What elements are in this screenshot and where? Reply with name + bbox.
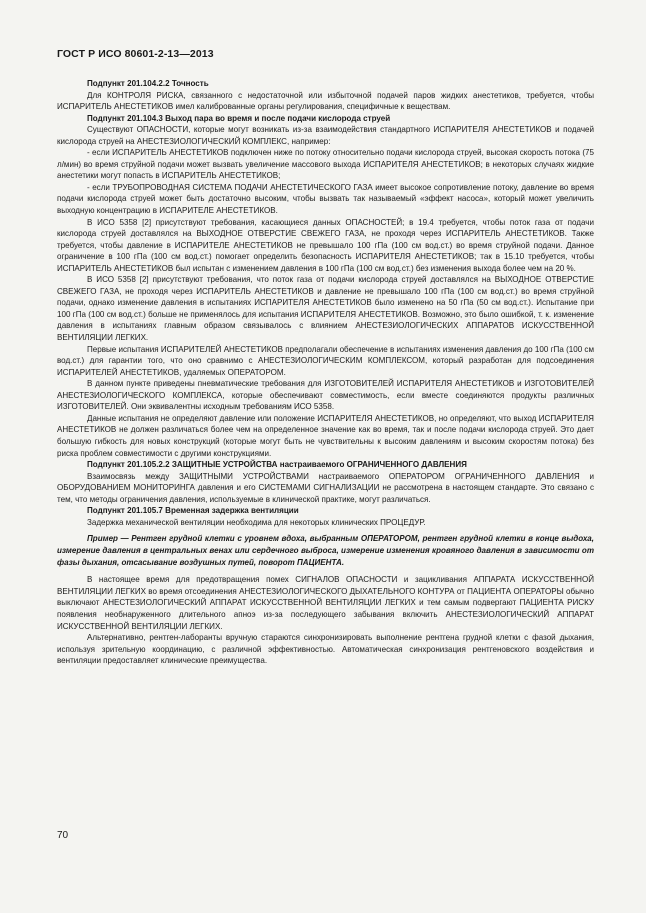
subclause-heading: Подпункт 201.105.7 Временная задержка вентиляции bbox=[87, 506, 299, 516]
page-number: 70 bbox=[57, 830, 69, 841]
body-paragraph: Взаимосвязь между ЗАЩИТНЫМИ УСТРОЙСТВАМИ настраиваемого ОПЕРАТОРОМ ОГРАНИЧЕННОГО ДАВЛЕНИЯ и ОБОРУДОВАНИЕМ МОНИТОРИНГА давления и его СИСТЕМАМИ СИГНАЛИЗАЦИИ не рассмотрена в настоящем стандарте. Это связано с тем, что методы ограничения давления, используемые в клинической практике, могут различаться. bbox=[57, 471, 594, 504]
subclause-heading: Подпункт 201.105.2.2 ЗАЩИТНЫЕ УСТРОЙСТВА настраиваемого ОГРАНИЧЕННОГО ДАВЛЕНИЯ bbox=[87, 460, 467, 470]
subclause-heading: Подпункт 201.104.2.2 Точность bbox=[87, 79, 209, 88]
body-paragraph: Для КОНТРОЛЯ РИСКА, связанного с недостаточной или избыточной подачей паров жидких анестетиков, требуется, чтобы ИСПАРИТЕЛЬ АНЕСТЕТИКОВ имел калиброванные органы регулирования, специфичные к веществам. bbox=[57, 90, 594, 112]
body-paragraph: Альтернативно, рентген-лаборанты вручную стараются синхронизировать выполнение рентгена грудной клетки с фазой дыхания, используя зрительную координацию, с различной эффективностью. Автоматическая синхронизация рентгеновского воздействия и вентиляции предоставляет клинические преимущества. bbox=[57, 633, 594, 666]
body-paragraph: Первые испытания ИСПАРИТЕЛЕЙ АНЕСТЕТИКОВ предполагали обеспечение в испытаниях изменения давления до 100 гПа (100 см вод.ст.) для гарантии того, что оно сравнимо с АНЕСТЕЗИОЛОГИЧЕСКИМ КОМПЛЕКСОМ, который разработан для подсоединения ИСПАРИТЕЛЕЙ АНЕСТЕТИКОВ, удаляемых ОПЕРАТОРОМ. bbox=[57, 344, 594, 377]
list-item: - если ТРУБОПРОВОДНАЯ СИСТЕМА ПОДАЧИ АНЕСТЕТИЧЕСКОГО ГАЗА имеет высокое сопротивление потоку, давление во время подачи кислорода струей может быть достаточно высоким, чтобы вызвать так называемый «эффект насоса», который может увеличить выходную концентрацию в ИСПАРИТЕЛЕ АНЕСТЕТИКОВ. bbox=[57, 182, 594, 216]
list-item: - если ИСПАРИТЕЛЬ АНЕСТЕТИКОВ подключен ниже по потоку относительно подачи кислорода струей, высокая скорость потока (75 л/мин) во время струйной подачи может вызвать увеличение массового выхода ИСПАРИТЕЛЯ АНЕСТЕТИКОВ; в некоторых случаях жидкие анестетики могут попасть в ИСПАРИТЕЛЬ АНЕСТЕТИКОВ; bbox=[57, 148, 594, 181]
body-paragraph: Задержка механической вентиляции необходима для некоторых клинических ПРОЦЕДУР. bbox=[87, 517, 426, 527]
body-paragraph: В ИСО 5358 [2] присутствуют требования, что поток газа от подачи кислорода струей доставлялся на ВЫХОДНОЕ ОТВЕРСТИЕ СВЕЖЕГО ГАЗА, не проходя через ИСПАРИТЕЛЬ АНЕСТЕТИКОВ и давление не превышало 100 гПа (100 см вод.ст.) во время струйной подачи, однако изменение давления в испытаниях ИСПАРИТЕЛЯ АНЕСТЕТИКОВ было изменено на 50 гПа (50 см вод.ст.). Испытание при 100 гПа (100 см вод.ст.) больше не применялось для испытания ИСПАРИТЕЛЯ АНЕСТЕТИКОВ. Возможно, это было ошибкой, т. к. изменение давления в испытаниях главным образом связывалось с влиянием АНЕСТЕЗИОЛОГИЧЕСКИХ АППАРАТОВ ИСКУССТВЕННОЙ ВЕНТИЛЯЦИИ ЛЕГКИХ. bbox=[57, 275, 594, 343]
body-paragraph: В ИСО 5358 [2] присутствуют требования, касающиеся данных ОПАСНОСТЕЙ; в 19.4 требуется, чтобы поток газа от подачи кислорода струей доставлялся на ВЫХОДНОЕ ОТВЕРСТИЕ СВЕЖЕГО ГАЗА, не проходя через ИСПАРИТЕЛЬ АНЕСТЕТИКОВ. Также требуется, чтобы давление в ИСПАРИТЕЛЕ АНЕСТЕТИКОВ не превышало 100 гПа (100 см вод.ст.) во время струйной подачи. Данное ограничение в 100 гПа (100 см вод.ст.) помогает определить безопасность ИСПАРИТЕЛЯ АНЕСТЕТИКОВ; так в 15.10 требуется, чтобы ИСПАРИТЕЛЬ АНЕСТЕТИКОВ был испытан с изменением давления в 100 гПа (100 см вод.ст.) без изменения выхода более чем на 20 %. bbox=[57, 217, 594, 273]
example-note: Пример — Рентген грудной клетки с уровнем вдоха, выбранным ОПЕРАТОРОМ, рентген грудной клетки в конце выдоха, измерение давления в центральных венах или сердечного выброса, измерение изменения кровяного давления в зависимости от фазы дыхания, отсасывание воздушных путей, поворот ПАЦИЕНТА. bbox=[57, 534, 594, 568]
standard-header: ГОСТ Р ИСО 80601-2-13—2013 bbox=[57, 48, 214, 60]
body-paragraph: В настоящее время для предотвращения помех СИГНАЛОВ ОПАСНОСТИ и зацикливания АППАРАТА ИСКУССТВЕННОЙ ВЕНТИЛЯЦИИ ЛЕГКИХ во время отсоединения АНЕСТЕЗИОЛОГИЧЕСКОГО ДЫХАТЕЛЬНОГО КОНТУРА от ПАЦИЕНТА ОПЕРАТОРЫ обычно выключают АНЕСТЕЗИОЛОГИЧЕСКИЙ АППАРАТ ИСКУССТВЕННОЙ ВЕНТИЛЯЦИИ ЛЕГКИХ и тем самым подвергают ПАЦИЕНТА РИСКУ появления необнаруженного длительного апноэ из-за последующего забывания включить АНЕСТЕЗИОЛОГИЧЕСКИЙ АППАРАТ ИСКУССТВЕННОЙ ВЕНТИЛЯЦИИ ЛЕГКИХ. bbox=[57, 575, 594, 631]
document-body bbox=[57, 78, 594, 667]
subclause-heading: Подпункт 201.104.3 Выход пара во время и после подачи кислорода струей bbox=[87, 113, 391, 123]
body-paragraph: Данные испытания не определяют давление или положение ИСПАРИТЕЛЯ АНЕСТЕТИКОВ, но определяют, что выход ИСПАРИТЕЛЯ АНЕСТЕТИКОВ не должен различаться более чем на определенное значение как во время, так и после подачи кислорода струей. Это дает большую гибкость для новых конструкций (которые могут быть не чувствительны к высоким давлениям и высоким скоростям потока) без риска проблем совместимости с другими конструкциями. bbox=[57, 413, 594, 458]
body-paragraph: Существуют ОПАСНОСТИ, которые могут возникать из-за взаимодействия стандартного ИСПАРИТЕЛЯ АНЕСТЕТИКОВ и подачей кислорода струей на АНЕСТЕЗИОЛОГИЧЕСКИЙ КОМПЛЕКС, например: bbox=[57, 125, 594, 146]
body-paragraph: В данном пункте приведены пневматические требования для ИЗГОТОВИТЕЛЕЙ ИСПАРИТЕЛЯ АНЕСТЕТИКОВ и ИЗГОТОВИТЕЛЕЙ АНЕСТЕЗИОЛОГИЧЕСКОГО КОМПЛЕКСА, которые обеспечивают совместимость, если вместе соединяются продукты различных ИЗГОТОВИТЕЛЕЙ. Они эквивалентны исходным требованиям ИСО 5358. bbox=[57, 379, 594, 412]
